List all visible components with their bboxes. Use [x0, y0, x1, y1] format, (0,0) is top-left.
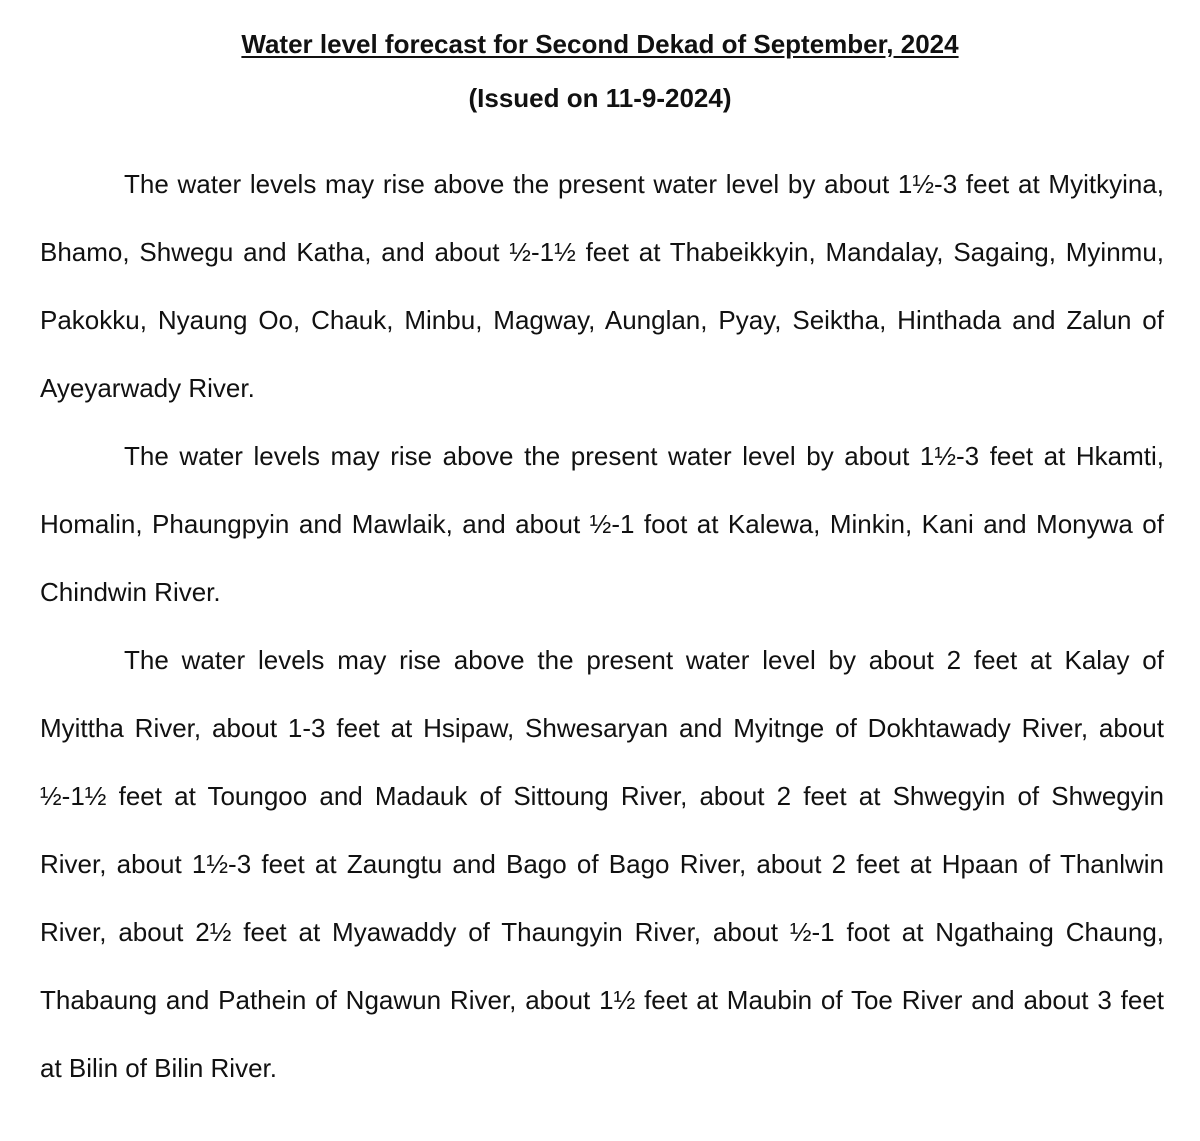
page-title [0, 26, 1200, 62]
paragraph-other-rivers: The water levels may rise above the present water level by about 2 feet at Kalay of Myittha River, about 1-3 feet at Hsipaw, Shwesaryan and Myitnge of Dokhtawady River, about ½-1½ feet at Toungoo and Madauk of Sittoung River, about 2 feet at Shwegyin of Shwegyin River, about 1½-3 feet at Zaungtu and Bago of Bago River, about 2 feet at Hpaan of Thanlwin River, about 2½ feet at Myawaddy of Thaungyin River, about ½-1 foot at Ngathaing Chaung, Thabaung and Pathein of Ngawun River, about 1½ feet at Maubin of Toe River and about 3 feet at Bilin of Bilin River. [40, 645, 1164, 1083]
forecast-body [40, 150, 1164, 1102]
page-title-text: Water level forecast for Second Dekad of September, 2024 [241, 29, 959, 59]
paragraph-chindwin: The water levels may rise above the present water level by about 1½-3 feet at Hkamti, Homalin, Phaungpyin and Mawlaik, and about ½-1 foot at Kalewa, Minkin, Kani and Monywa of Chindwin River. [40, 441, 1164, 607]
issued-date: (Issued on 11-9-2024) [468, 83, 732, 113]
paragraph-ayeyarwady: The water levels may rise above the present water level by about 1½-3 feet at Myitkyina, Bhamo, Shwegu and Katha, and about ½-1½ feet at Thabeikkyin, Mandalay, Sagaing, Myinmu, Pakokku, Nyaung Oo, Chauk, Minbu, Magway, Aunglan, Pyay, Seiktha, Hinthada and Zalun of Ayeyarwady River. [40, 169, 1164, 403]
